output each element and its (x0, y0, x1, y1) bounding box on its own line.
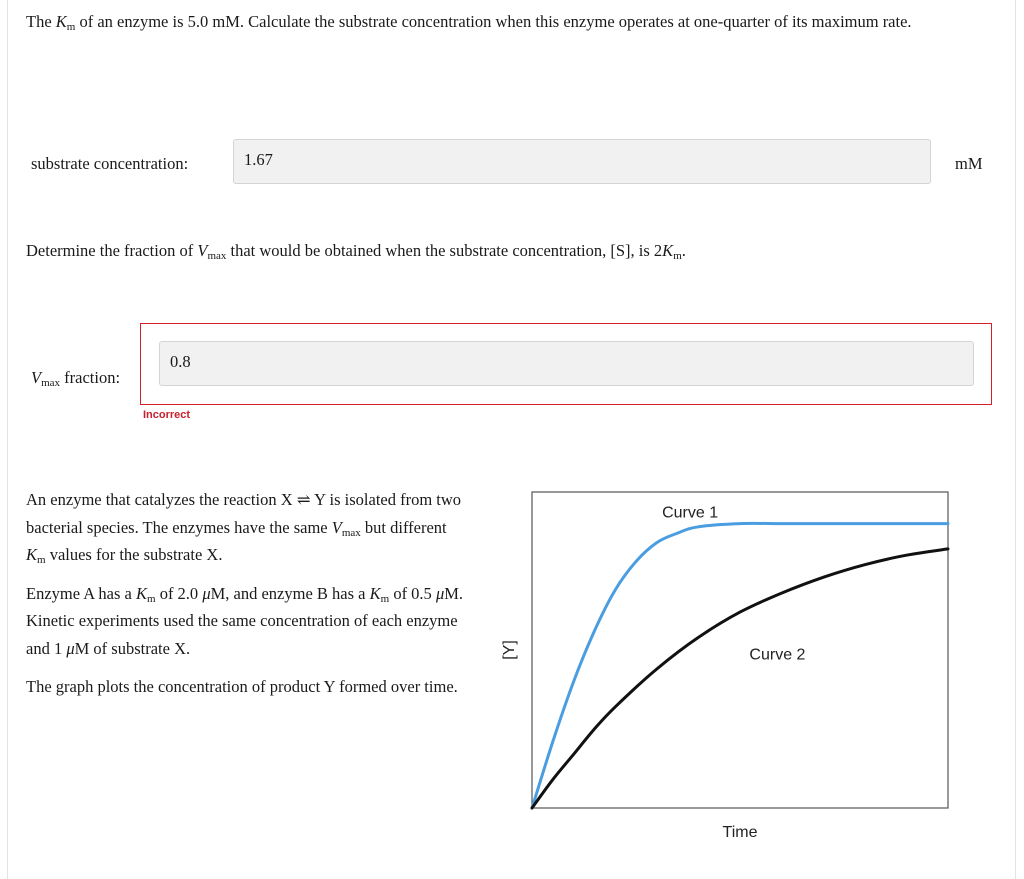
substrate-concentration-value: 1.67 (244, 150, 273, 169)
vmax-fraction-input[interactable] (159, 341, 974, 386)
incorrect-feedback: Incorrect (143, 409, 191, 421)
question3-text (26, 486, 466, 701)
series-label-2: Curve 2 (749, 646, 806, 664)
question3-paragraph-3: The graph plots the concentration of product Y formed over time. (26, 677, 458, 696)
plot-area-frame (532, 492, 948, 808)
substrate-unit: mM (955, 154, 983, 173)
y-axis-label: [Y] (501, 640, 518, 660)
vmax-fraction-label: $V_{max}$ fraction: (31, 368, 121, 389)
question3-paragraph-2: Enzyme A has a $K_m$ of 2.0 μM, and enzyme B has a $K_m$ of 0.5 μM. Kinetic experiments used the same concentration of each enzyme and 1 μM of substrate X. (26, 583, 464, 658)
question1-prompt: The $K_m$ of an enzyme is 5.0 mM. Calculate the substrate concentration when this enzyme operates at one-quarter of its maximum rate. (26, 12, 912, 33)
question3-paragraph-1: An enzyme that catalyzes the reaction X ⇌ Y is isolated from two bacterial species. The enzymes have the same $V_{max}$ but different $K_m$ values for the substrate X. (26, 490, 462, 566)
product-formation-chart (490, 480, 970, 850)
x-axis-label: Time (722, 824, 758, 841)
question2-prompt: Determine the fraction of $V_{max}$ that would be obtained when the substrate concentration, [S], is $2K_m$. (26, 241, 686, 262)
substrate-concentration-label: substrate concentration: (31, 154, 189, 173)
substrate-concentration-input[interactable] (233, 139, 931, 184)
vmax-fraction-value: 0.8 (170, 352, 191, 371)
series-label-1: Curve 1 (662, 504, 719, 522)
